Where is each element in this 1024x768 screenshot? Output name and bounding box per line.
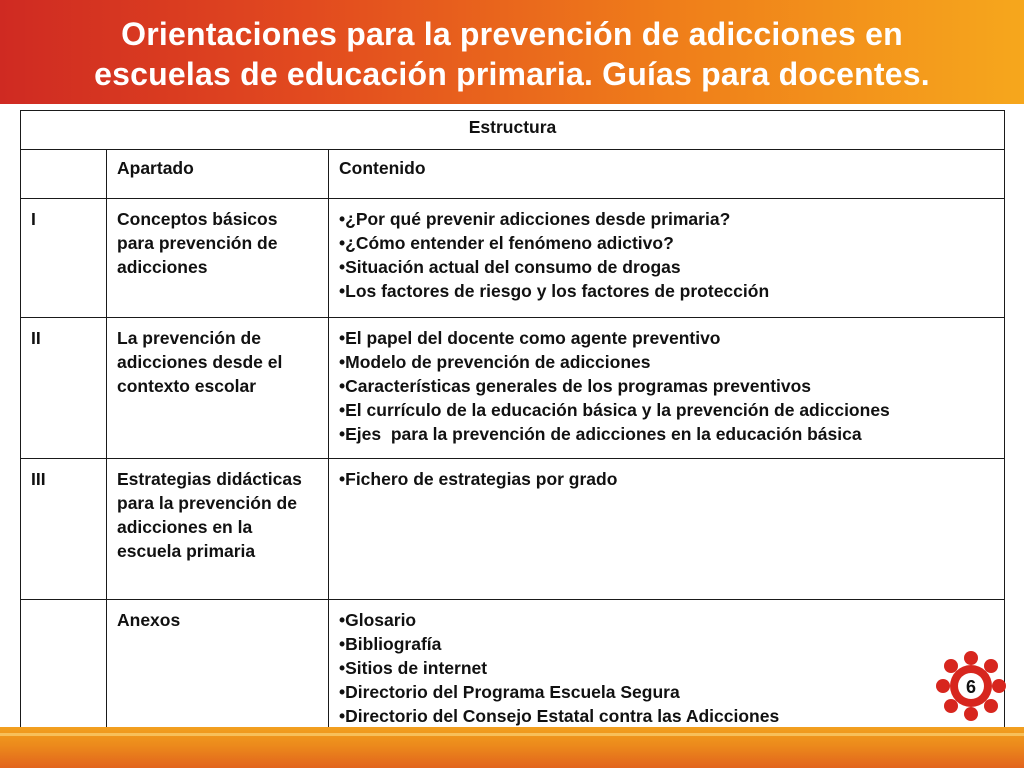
row-apartado: Anexos xyxy=(107,600,329,741)
contenido-item: •Fichero de estrategias por grado xyxy=(339,469,618,489)
row-apartado: Estrategias didácticas para la prevención de adicciones en la escuela primaria xyxy=(107,459,329,600)
contenido-item: •Modelo de prevención de adicciones xyxy=(339,352,651,372)
row-contenido xyxy=(329,199,1005,318)
slide-title-line-2: escuelas de educación primaria. Guías para docentes. xyxy=(94,56,930,92)
table-row xyxy=(21,199,1005,318)
row-contenido xyxy=(329,600,1005,741)
contenido-item: •¿Cómo entender el fenómeno adictivo? xyxy=(339,233,674,253)
row-numeral: I xyxy=(21,199,107,318)
row-numeral: II xyxy=(21,318,107,459)
table-caption: Estructura xyxy=(21,111,1005,150)
contenido-item: •Ejes para la prevención de adicciones en la educación básica xyxy=(339,424,862,444)
contenido-item: •Glosario xyxy=(339,610,417,630)
contenido-item: •Bibliografía xyxy=(339,634,442,654)
contenido-item: •Situación actual del consumo de drogas xyxy=(339,257,681,277)
header-cell-contenido: Contenido xyxy=(329,150,1005,199)
row-contenido xyxy=(329,318,1005,459)
contenido-item: •Directorio del Consejo Estatal contra las Adicciones xyxy=(339,706,780,726)
slide-number: 6 xyxy=(965,677,976,697)
row-apartado: Conceptos básicos para prevención de adicciones xyxy=(107,199,329,318)
table-row xyxy=(21,318,1005,459)
contenido-item: •El papel del docente como agente preventivo xyxy=(339,328,721,348)
row-contenido xyxy=(329,459,1005,600)
structure-table xyxy=(20,110,1005,741)
footer-divider xyxy=(0,733,1024,736)
table-header-row xyxy=(21,150,1005,199)
contenido-item: •El currículo de la educación básica y la prevención de adicciones xyxy=(339,400,890,420)
row-apartado: La prevención de adicciones desde el contexto escolar xyxy=(107,318,329,459)
contenido-item: •¿Por qué prevenir adicciones desde primaria? xyxy=(339,209,731,229)
slide-title xyxy=(20,14,1004,94)
contenido-item: •Sitios de internet xyxy=(339,658,488,678)
header-cell-apartado: Apartado xyxy=(107,150,329,199)
header-cell-numeral xyxy=(21,150,107,199)
contenido-item: •Características generales de los programas preventivos xyxy=(339,376,812,396)
table-row xyxy=(21,600,1005,741)
contenido-item: •Los factores de riesgo y los factores de protección xyxy=(339,281,770,301)
row-numeral: III xyxy=(21,459,107,600)
row-numeral xyxy=(21,600,107,741)
slide-title-line-1: Orientaciones para la prevención de adicciones en xyxy=(121,16,903,52)
table-row xyxy=(21,459,1005,600)
contenido-item: •Directorio del Programa Escuela Segura xyxy=(339,682,680,702)
